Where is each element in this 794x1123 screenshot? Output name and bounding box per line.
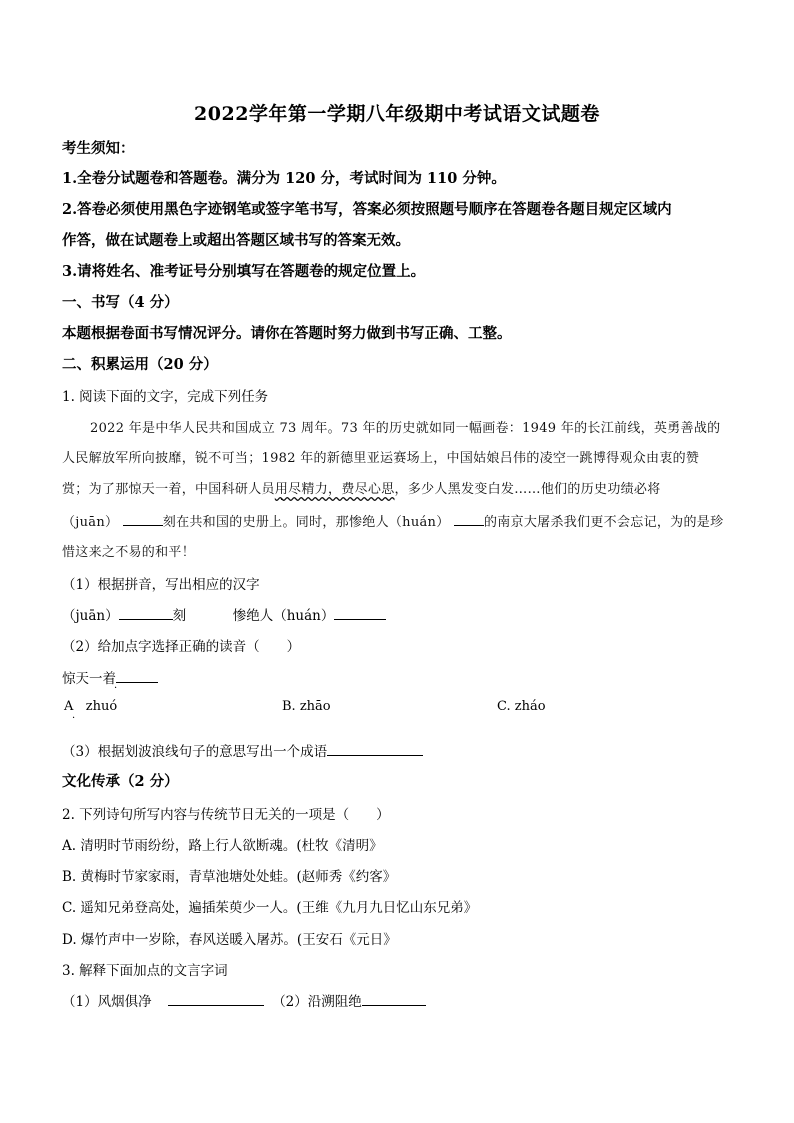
- sub2-prompt: （2）给加点字选择正确的读音（ ）: [62, 639, 301, 655]
- q2-choice-c[interactable]: C. 遥知兄弟登高处，遍插茱萸少一人。(王维《九月九日忆山东兄弟》: [62, 900, 478, 916]
- sub3-prompt: [62, 740, 734, 760]
- section2-heading: 二、积累运用（20 分）: [62, 356, 218, 373]
- passage-line-2: 人民解放军所向披靡，锐不可当；1982 年的新德里亚运赛场上，中国姑娘吕伟的凌空一跳博得观众由衷的赞: [62, 451, 700, 466]
- passage-line-3-end: ，多少人黑发变白发……他们的历史功绩必将: [394, 482, 661, 497]
- option-c-letter: C.: [497, 699, 511, 714]
- notice-item-3: 3.请将姓名、准考证号分别填写在答题卷的规定位置上。: [62, 263, 426, 280]
- wavy-underlined-phrase: 用尽精力，费尽心思: [274, 482, 395, 497]
- notice-heading: 考生须知：: [62, 140, 135, 157]
- passage-line-4: [62, 511, 734, 530]
- sub1-items: [62, 604, 734, 624]
- q3-item-1: （1）风烟俱净: [62, 994, 152, 1010]
- q2-choice-b[interactable]: B. 黄梅时节家家雨，青草池塘处处蛙。(赵师秀《约客》: [62, 869, 397, 885]
- sub3-blank[interactable]: [327, 742, 423, 756]
- answer-blank-juan[interactable]: [123, 512, 163, 526]
- sub1-prompt: （1）根据拼音，写出相应的汉字: [62, 577, 260, 593]
- emphasis-dot: ·: [114, 683, 118, 694]
- passage-line-5: 惜这来之不易的和平！: [62, 545, 196, 560]
- q3-prompt: 3. 解释下面加点的文言字词: [62, 963, 228, 979]
- option-b-letter: B.: [282, 699, 296, 714]
- passage-line-1: 2022 年是中华人民共和国成立 73 周年。73 年的历史就如同一幅画卷：1949 年的长江前线，英勇善战的: [90, 421, 721, 436]
- q2-choice-a[interactable]: A. 清明时节雨纷纷，路上行人欲断魂。(杜牧《清明》: [62, 838, 383, 854]
- passage-line-3-start: 赏；为了那惊天一着，中国科研人员: [62, 482, 275, 497]
- section1-text: 本题根据卷面书写情况评分。请你在答题时努力做到书写正确、工整。: [62, 325, 512, 342]
- emphasis-dot: ·: [280, 495, 284, 506]
- q2-choice-d[interactable]: D. 爆竹声中一岁除，春风送暖入屠苏。(王安石《元日》: [62, 932, 397, 948]
- option-a[interactable]: [64, 699, 117, 714]
- sub1-blank-juan[interactable]: [119, 606, 173, 620]
- option-c[interactable]: [497, 699, 546, 714]
- sub2-blank[interactable]: [116, 669, 158, 683]
- option-a-text: zhuó: [85, 699, 118, 714]
- q3-items: [62, 990, 734, 1010]
- notice-item-1: 1.全卷分试题卷和答题卷。满分为 120 分，考试时间为 110 分钟。: [62, 170, 506, 187]
- option-a-dot: ·: [72, 713, 76, 724]
- notice-item-2-line-2: 作答，做在试题卷上或超出答题区域书写的答案无效。: [62, 232, 410, 249]
- sub1-pinyin-huan: 惨绝人（huán）: [232, 608, 335, 624]
- passage-line-4-end: 的南京大屠杀我们更不会忘记，为的是珍: [483, 515, 724, 530]
- passage-line-3: [62, 478, 734, 497]
- sub1-pinyin-juan: （juān）: [62, 608, 119, 624]
- q3-item-2: （2）沿溯阻绝: [272, 994, 362, 1010]
- option-b-text: zhāo: [299, 699, 331, 714]
- sub1-blank-huan[interactable]: [334, 606, 386, 620]
- answer-blank-huan[interactable]: [454, 512, 484, 526]
- sub1-suffix: 刻: [172, 608, 187, 624]
- sub2-word-line: [62, 667, 734, 687]
- q1-prompt: 1. 阅读下面的文字，完成下列任务: [62, 389, 269, 405]
- option-a-letter: A: [64, 699, 74, 714]
- culture-heading: 文化传承（2 分）: [62, 773, 179, 790]
- q3-blank-2[interactable]: [362, 992, 426, 1006]
- notice-item-2-line-1: 2.答卷必须使用黑色字迹钢笔或签字笔书写，答案必须按照题号顺序在答题卷各题目规定区域内: [62, 201, 672, 218]
- option-b[interactable]: [282, 699, 331, 714]
- option-c-text: zháo: [514, 699, 546, 714]
- passage-line-4-middle: 刻在共和国的史册上。同时，那惨绝人（huán）: [162, 515, 450, 530]
- sub3-text: （3）根据划波浪线句子的意思写出一个成语: [62, 744, 328, 760]
- section1-heading: 一、书写（4 分）: [62, 294, 179, 311]
- page-title: 2022学年第一学期八年级期中考试语文试题卷: [194, 103, 600, 125]
- sub2-word: 惊天一着: [62, 671, 116, 687]
- pinyin-juan: （juān）: [62, 515, 119, 530]
- q3-blank-1[interactable]: [168, 992, 264, 1006]
- q2-prompt: 2. 下列诗句所写内容与传统节日无关的一项是（ ）: [62, 807, 390, 823]
